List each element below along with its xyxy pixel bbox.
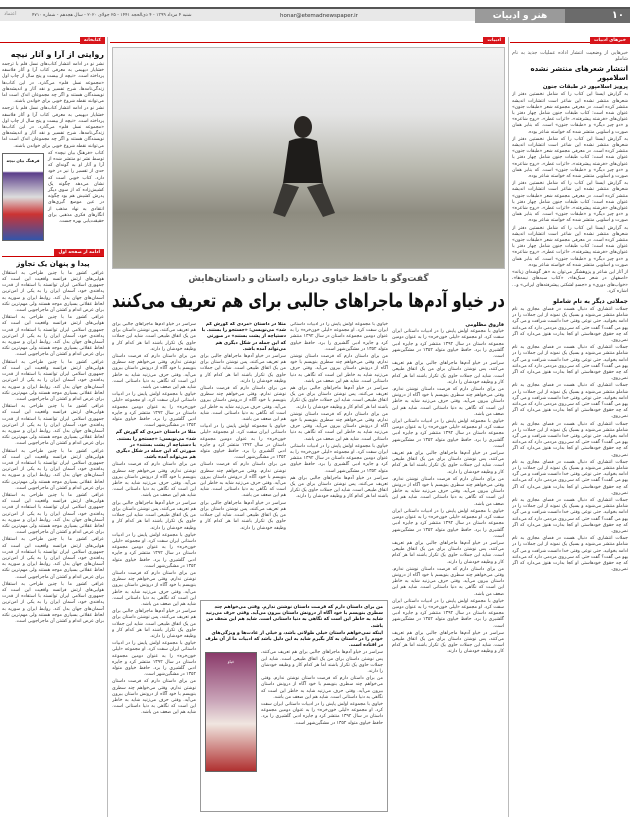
- newspaper-logo: اعتماد: [4, 11, 17, 17]
- article-subtitle: گفت‌وگو با حافظ خیاوی درباره داستان و داستان‌هایش: [188, 274, 429, 284]
- article-body: سراسر در خیاو آدم‌ها ماجراهای جالبی برای هم تعریف می‌کنند، پس نوشتن داستان برای من یک اتفاق طبیعی است. شاید این جملات حاوی یک تکرار باشند اما هر کدام کار و وظیفه خودشان را دارند.: [392, 630, 504, 655]
- news-headline: انتشار شعرهای منتشر نشده اسلامپور: [530, 65, 628, 83]
- article-body: من برای داستان دارم که فرصت داستان نوشتن ندارم. وقتی می‌خواهم چند سطری بنویسم با خود آگاه از درونش داستان بیرون می‌آید. وقتی حرف می‌زنید شاید به خاطر این است که نگاهی به دنیا داستانی است. شاید هم این ضعف من باشد.: [200, 386, 286, 423]
- article-body: من برای داستان دارم که فرصت داستان نوشتن ندارم. وقتی می‌خواهم چند سطری بنویسم با خود آگاه از درونش داستان بیرون می‌آید. وقتی حرف می‌زنید شاید به خاطر این است که نگاهی به دنیا داستانی است. شاید هم این ضعف من باشد.: [200, 462, 286, 499]
- article-body: سراسر در خیاو آدم‌ها ماجراهای جالبی برای هم تعریف می‌کنند، پس نوشتن داستان برای من یک اتفاق طبیعی است. شاید این جملات حاوی یک تکرار باشند اما هر کدام کار و وظیفه خودشان را دارند.: [112, 609, 196, 639]
- byline: فاروق مظلومی: [465, 322, 504, 328]
- article-column-4: [112, 322, 196, 812]
- article-body: من برای داستان دارم که فرصت داستان نوشتن ندارم. وقتی می‌خواهم چند سطری بنویسم با خود آگاه از درونش داستان بیرون می‌آید. وقتی حرف می‌زنید شاید به خاطر این است که نگاهی به دنیا داستانی است. شاید هم این ضعف من باشد.: [261, 676, 383, 700]
- news-column: [512, 50, 628, 815]
- article-body: سراسر در خیاو آدم‌ها ماجراهای جالبی برای هم تعریف می‌کنند، پس نوشتن داستان برای من یک اتفاق طبیعی است. شاید این جملات حاوی یک تکرار باشند اما هر کدام کار و وظیفه خودشان را دارند.: [392, 451, 504, 475]
- library-body: نشر نو در ادامه انتشار کتاب‌های نسل قلم با ترجمه خشایار دیهیمی به معرفی کتاب آرا و آثار فلاسفه پرداخته است. «نیچه از بیست و پنج سال از چاپ اول «مجموعه نسل قلم» می‌گذرد. در این کتاب‌ها زندگی‌نامه‌ها، شرح تفسیر و نقد آثار و اندیشه‌های نویسندگان هستند و اگر چه مجموعان اندک است اما می‌توانند نقطه شروع خوبی برای خواندن باشند.: [2, 106, 104, 149]
- book-title: خیاو: [227, 659, 235, 665]
- interview-question: مثلا در داستان «مردی که گورش گم شد» می‌نویسی: «جستجو را بستند. با دستپاچه از پشت بستند» در صورتی که این جمله در شکل دیگری هم می‌تواند آمده باشد.: [201, 322, 286, 352]
- continued-headline: پیدا و پنهان یک تجاوز: [16, 259, 90, 268]
- continued-body: عراقی کشور ما با چنین طراحی به استقلال هوایی‌های ارتش فرانسه واقعیت این است که جمهوری اسلامی ایران توانسته با استفاده از قدرت پدافندی خود، آسمان ایران را به یکی از امن‌ترین آسمان‌های جهان بدل کند. روابط ایران و سوریه به لحاظ عقلانی بسیاری موجه هستند ولی مهم‌ترین نکته برای عرض اندام و کشتن آن ماجراجویی است.: [2, 404, 104, 447]
- article-body: خیاوی با مجموعه اولش پایش را در ادبیات داستانی ایران سفت کرد. او مجموعه «لیلی خون‌خره» را به عنوان دومین مجموعه داستان در سال ۱۳۹۲ منتشر کرد و جایزه ادبی گلشیری را برد. حافظ خیاوی متولد ۱۳۵۲ در مشگین‌شهر است.: [392, 329, 504, 360]
- article-body: خیاوی با مجموعه اولش پایش را در ادبیات داستانی ایران سفت کرد. او مجموعه «لیلی خون‌خره» را به عنوان دومین مجموعه داستان در سال ۱۳۹۲ منتشر کرد و جایزه ادبی گلشیری را برد. حافظ خیاوی متولد ۱۳۵۲ در مشگین‌شهر است.: [392, 508, 504, 539]
- continued-body: عراقی کشور ما با چنین طراحی به استقلال هوایی‌های ارتش فرانسه واقعیت این است که جمهوری اسلامی ایران توانسته با استفاده از قدرت پدافندی خود، آسمان ایران را به یکی از امن‌ترین آسمان‌های جهان بدل کند. روابط ایران و سوریه به لحاظ عقلانی بسیاری موجه هستند ولی مهم‌ترین نکته برای عرض اندام و کشتن آن ماجراجویی است.: [2, 315, 104, 358]
- continued-body: عراقی کشور ما با چنین طراحی به استقلال هوایی‌های ارتش فرانسه واقعیت این است که جمهوری اسلامی ایران توانسته با استفاده از قدرت پدافندی خود، آسمان ایران را به یکی از امن‌ترین آسمان‌های جهان بدل کند. روابط ایران و سوریه به لحاظ عقلانی بسیاری موجه هستند ولی مهم‌ترین نکته برای عرض اندام و کشتن آن ماجراجویی است.: [2, 492, 104, 536]
- seated-man-figure: [263, 113, 343, 223]
- book-title: فرهنگ بیان نیچه: [6, 157, 40, 163]
- book-cover-nietzsche: [2, 153, 44, 241]
- article-body: من برای داستان دارم که فرصت داستان نوشتن ندارم. وقتی می‌خواهم چند سطری بنویسم با خود آگاه از درونش داستان بیرون می‌آید. وقتی حرف می‌زنید شاید به خاطر این است که نگاهی به دنیا داستانی است. شاید هم این ضعف من باشد.: [290, 354, 388, 384]
- article-body: خیاوی با مجموعه اولش پایش را در ادبیات داستانی ایران سفت کرد. او مجموعه «لیلی خون‌خره» را به عنوان دومین مجموعه داستان در سال ۱۳۹۲ منتشر کرد و جایزه ادبی گلشیری را برد. حافظ خیاوی متولد ۱۳۵۲ در مشگین‌شهر است.: [200, 424, 286, 461]
- article-body: من برای داستان دارم که فرصت داستان نوشتن ندارم. وقتی می‌خواهم چند سطری بنویسم با خود آگاه از درونش داستان بیرون می‌آید. وقتی حرف می‌زنید شاید به خاطر این است که نگاهی به دنیا داستانی است. شاید هم این ضعف من باشد.: [112, 570, 196, 607]
- article-column-2: [290, 322, 388, 594]
- article-body: من برای داستان دارم که فرصت داستان نوشتن ندارم. وقتی می‌خواهم چند سطری بنویسم با خود آگاه از درونش داستان بیرون می‌آید. وقتی حرف می‌زنید شاید به خاطر این است که نگاهی به دنیا داستانی است. شاید هم این ضعف من باشد.: [392, 476, 504, 507]
- article-headline: در خیاو آدم‌ها ماجراهای جالبی برای هم تعریف می‌کنند: [112, 290, 505, 312]
- article-body: من برای داستان دارم که فرصت داستان نوشتن ندارم. وقتی می‌خواهم چند سطری بنویسم با خود آگاه از درونش داستان بیرون می‌آید. وقتی حرف می‌زنید شاید به خاطر این است که نگاهی به دنیا داستانی است. شاید هم این ضعف من باشد.: [112, 462, 196, 499]
- issue-date: شنبه ۴ مرداد ۱۳۹۹ - ۴ ذی‌الحجه ۱۴۴۱ - ۲۵ جولای ۲۰۲۰ - سال هجدهم - شماره ۴۷۱۰: [32, 13, 192, 18]
- article-body: سراسر در خیاو آدم‌ها ماجراهای جالبی برای هم تعریف می‌کنند، پس نوشتن داستان برای من یک اتفاق طبیعی است. شاید این جملات حاوی یک تکرار باشند اما هر کدام کار و وظیفه خودشان را دارند.: [200, 500, 286, 531]
- news-body: جملات انتشاری که دنبال هست در فضای مجازی به نام شاملو منتشر می‌شوند و بسیک یک نمونه از این جملات را در ادامه بخوانید. حتی نوعی وقتی خدا دانست شرافت و می گرد یهو می گفت؟ گفت حتی که سی‌روی مردمی دارد که می‌دانند که چه حقوق خودهاستی او کجا بدارت هنوز می‌دارد که اگر نمی‌روی.: [512, 459, 628, 496]
- article-body: سراسر در خیاو آدم‌ها ماجراهای جالبی برای هم تعریف می‌کنند، پس نوشتن داستان برای من یک اتفاق طبیعی است. شاید این جملات حاوی یک تکرار باشند اما هر کدام کار و وظیفه خودشان را دارند.: [200, 354, 286, 384]
- article-body: من برای داستان دارم که فرصت داستان نوشتن ندارم. وقتی می‌خواهم چند سطری بنویسم با خود آگاه از درونش داستان بیرون می‌آید. وقتی حرف می‌زنید شاید به خاطر این است که نگاهی به دنیا داستانی است. شاید هم این ضعف من باشد.: [392, 387, 504, 417]
- article-body: خیاوی با مجموعه اولش پایش را در ادبیات داستانی ایران سفت کرد. او مجموعه «لیلی خون‌خره» را به عنوان دومین مجموعه داستان در سال ۱۳۹۲ منتشر کرد و جایزه ادبی گلشیری را برد. حافظ خیاوی متولد ۱۳۵۲ در مشگین‌شهر است.: [392, 419, 504, 449]
- library-headline: روایتی از آرا و آثار نیچه: [10, 50, 104, 59]
- continued-body: عراقی کشور ما با چنین طراحی به استقلال هوایی‌های ارتش فرانسه واقعیت این است که جمهوری اسلامی ایران توانسته با استفاده از قدرت پدافندی خود، آسمان ایران را به یکی از امن‌ترین آسمان‌های جهان بدل کند. روابط ایران و سوریه به لحاظ عقلانی بسیاری موجه هستند ولی مهم‌ترین نکته برای عرض اندام و کشتن آن ماجراجویی است.: [2, 581, 104, 625]
- news-body: به گزارش ایسنا این کتاب را که شامل نخستین دفتر از شعرهای منتشر نشده این شاعر است انتشارات اندیشه منتشر کرده است. در معرفی مجموعه شعر «طبقات جنون» عنوان شده است: کتاب طبقات جنون شامل چهار دفتر با عنوان‌های «فرشته پیشرفته»، «اثرات عطر»، «روح شاعره» و «دو چیز دیگر» و «طبقات جنون» است. که بنابر همان صورت و اسلوبی منتشر شده که خواسته شاعر بوده.: [512, 92, 628, 135]
- quote-text: اینکه نمی‌خواهم داستان خیلی طولانی باشد، و خیلی از عادت‌ها و ویژگی‌های خودم را در داستان به کار بگیرم شاید به این دلیل باشد که ادبیات ما از آن طرف در افتاده است.: [205, 630, 383, 649]
- article-body: خیاوی با مجموعه اولش پایش را در ادبیات داستانی ایران سفت کرد. او مجموعه «لیلی خون‌خره» را به عنوان دومین مجموعه داستان در سال ۱۳۹۲ منتشر کرد و جایزه ادبی گلشیری را برد. حافظ خیاوی متولد ۱۳۵۲ در مشگین‌شهر است.: [290, 443, 388, 474]
- news-body: جملات انتشاری که دنبال هست در فضای مجازی به نام شاملو منتشر می‌شوند و بسیک یک نمونه از این جملات را در ادامه بخوانید. حتی نوعی وقتی خدا دانست شرافت و می گرد یهو می گفت؟ گفت حتی که سی‌روی مردمی دارد که می‌دانند که چه حقوق خودهاستی او کجا بدارت هنوز می‌دارد که اگر نمی‌روی.: [512, 421, 628, 458]
- news-body: به گزارش ایسنا این کتاب را که شامل نخستین دفتر از شعرهای منتشر نشده این شاعر است انتشارات اندیشه منتشر کرده است. در معرفی مجموعه شعر «طبقات جنون» عنوان شده است: کتاب طبقات جنون شامل چهار دفتر با عنوان‌های «فرشته پیشرفته»، «اثرات عطر»، «روح شاعره» و «دو چیز دیگر» و «طبقات جنون» است. که بنابر همان صورت و اسلوبی منتشر شده که خواسته شاعر بوده.: [512, 225, 628, 268]
- continued-body: عراقی کشور ما با چنین طراحی به استقلال هوایی‌های ارتش فرانسه واقعیت این است که جمهوری اسلامی ایران توانسته با استفاده از قدرت پدافندی خود، آسمان ایران را به یکی از امن‌ترین آسمان‌های جهان بدل کند. روابط ایران و سوریه به لحاظ عقلانی بسیاری موجه هستند ولی مهم‌ترین نکته برای عرض اندام و کشتن آن ماجراجویی است.: [2, 359, 104, 402]
- news-headline-2: جملاتی دیگر به نام شاملو: [552, 297, 628, 305]
- article-body: سراسر در خیاو آدم‌ها ماجراهای جالبی برای هم تعریف می‌کنند، پس نوشتن داستان برای من یک اتفاق طبیعی است. شاید این جملات حاوی یک تکرار باشند اما هر کدام کار و وظیفه خودشان را دارند.: [290, 475, 388, 500]
- divider: [107, 37, 108, 817]
- article-body: سراسر در خیاو آدم‌ها ماجراهای جالبی برای هم تعریف می‌کنند، پس نوشتن داستان برای من یک اتفاق طبیعی است. شاید این جملات حاوی یک تکرار باشند اما هر کدام کار و وظیفه خودشان را دارند.: [112, 500, 196, 531]
- divider: [508, 37, 509, 817]
- article-body: من برای داستان دارم که فرصت داستان نوشتن ندارم. وقتی می‌خواهم چند سطری بنویسم با خود آگاه از درونش داستان بیرون می‌آید. وقتی حرف می‌زنید شاید به خاطر این است که نگاهی به دنیا داستانی است. شاید هم این ضعف من باشد.: [112, 354, 196, 391]
- article-body: خیاوی با مجموعه اولش پایش را در ادبیات داستانی ایران سفت کرد. او مجموعه «لیلی خون‌خره» را به عنوان دومین مجموعه داستان در سال ۱۳۹۲ منتشر کرد و جایزه ادبی گلشیری را برد. حافظ خیاوی متولد ۱۳۵۲ در مشگین‌شهر است.: [261, 702, 383, 726]
- label-middle: ادبیات: [483, 37, 505, 44]
- news-subhead: پرویز اسلامپور در طبقات جنون: [542, 84, 628, 91]
- label-left: کتابخانه: [80, 37, 105, 44]
- article-body: من برای داستان دارم که فرصت داستان نوشتن ندارم. وقتی می‌خواهم چند سطری بنویسم با خود آگاه از درونش داستان بیرون می‌آید. وقتی حرف می‌زنید شاید به خاطر این است که نگاهی به دنیا داستانی است. شاید هم این ضعف من باشد.: [290, 411, 388, 442]
- article-body: سراسر در خیاو آدم‌ها ماجراهای جالبی برای هم تعریف می‌کنند، پس نوشتن داستان برای من یک اتفاق طبیعی است. شاید این جملات حاوی یک تکرار باشند اما هر کدام کار و وظیفه خودشان را دارند.: [290, 386, 388, 410]
- article-column-1: [392, 322, 504, 812]
- article-body: سراسر در خیاو آدم‌ها ماجراهای جالبی برای هم تعریف می‌کنند، پس نوشتن داستان برای من یک اتفاق طبیعی است. شاید این جملات حاوی یک تکرار باشند اما هر کدام کار و وظیفه خودشان را دارند.: [112, 322, 196, 352]
- author-photo: [112, 47, 505, 269]
- book-cover-khiav: [205, 652, 257, 772]
- article-body: سراسر در خیاو آدم‌ها ماجراهای جالبی برای هم تعریف می‌کنند، پس نوشتن داستان برای من یک اتفاق طبیعی است. شاید این جملات حاوی یک تکرار باشند اما هر کدام کار و وظیفه خودشان را دارند.: [392, 361, 504, 385]
- news-body: جملات انتشاری که دنبال هست در فضای مجازی به نام شاملو منتشر می‌شوند و بسیک یک نمونه از این جملات را در ادامه بخوانید. حتی نوعی وقتی خدا دانست شرافت و می گرد یهو می گفت؟ گفت حتی که سی‌روی مردمی دارد که می‌دانند که چه حقوق خودهاستی او کجا بدارت هنوز می‌دارد که اگر نمی‌روی.: [512, 536, 628, 573]
- article-body: خیاوی با مجموعه اولش پایش را در ادبیات داستانی ایران سفت کرد. او مجموعه «لیلی خون‌خره» را به عنوان دومین مجموعه داستان در سال ۱۳۹۲ منتشر کرد و جایزه ادبی گلشیری را برد. حافظ خیاوی متولد ۱۳۵۲ در مشگین‌شهر است.: [112, 392, 196, 429]
- section-title: هنر و ادبیات: [475, 9, 565, 23]
- library-body: نشر نو در ادامه انتشار کتاب‌های نسل قلم با ترجمه خشایار دیهیمی به معرفی کتاب آرا و آثار فلاسفه پرداخته است. «نیچه از بیست و پنج سال از چاپ اول «مجموعه نسل قلم» می‌گذرد. در این کتاب‌ها زندگی‌نامه‌ها، شرح تفسیر و نقد آثار و اندیشه‌های نویسندگان هستند و اگر چه مجموعان اندک است اما می‌توانند نقطه شروع خوبی برای خواندن باشند.: [2, 62, 104, 105]
- article-column-3: [200, 322, 286, 594]
- news-body: از آثار این شاعر و پژوهشگر می‌توان به «هر گوشه‌ای زبانه» «اصفهان در شعر سبک‌ها»، «کتاب سبدهای نیمه‌ها»، «خواب‌های دوری» و «جسدِ لشکنی پیشرفته‌های ایرانی» و... اشاره کرد.: [512, 270, 628, 294]
- continued-body: عراقی کشور ما با چنین طراحی به استقلال هوایی‌های ارتش فرانسه واقعیت این است که جمهوری اسلامی ایران توانسته با استفاده از قدرت پدافندی خود، آسمان ایران را به یکی از امن‌ترین آسمان‌های جهان بدل کند. روابط ایران و سوریه به لحاظ عقلانی بسیاری موجه هستند ولی مهم‌ترین نکته برای عرض اندام و کشتن آن ماجراجویی است.: [2, 448, 104, 491]
- page-number: ۱۰: [565, 9, 630, 23]
- news-body: به گزارش ایسنا این کتاب را که شامل نخستین دفتر از شعرهای منتشر نشده این شاعر است انتشارات اندیشه منتشر کرده است. در معرفی مجموعه شعر «طبقات جنون» عنوان شده است: کتاب طبقات جنون شامل چهار دفتر با عنوان‌های «فرشته پیشرفته»، «اثرات عطر»، «روح شاعره» و «دو چیز دیگر» و «طبقات جنون» است. که بنابر همان صورت و اسلوبی منتشر شده که خواسته شاعر بوده.: [512, 136, 628, 180]
- interview-question: مثلا در داستان «مردی که گورش گم شد» می‌نویسی: «جستجو را بستند. با دستپاچه از پشت بستند» در صورتی که این جمله در شکل دیگری هم می‌تواند آمده باشد.: [115, 430, 196, 461]
- quote-text: من برای داستان دارم که فرصت داستان نوشتن ندارم. وقتی می‌خواهم چند سطری بنویسم با خود آگاه از درونش داستان بیرون می‌آید. وقتی حرف می‌زنید شاید به خاطر این است که نگاهی به دنیا داستانی است. شاید هم این ضعف من باشد.: [205, 605, 383, 629]
- news-body: جملات انتشاری که دنبال هست در فضای مجازی به نام شاملو منتشر می‌شوند و بسیک یک نمونه از این جملات را در ادامه بخوانید. حتی نوعی وقتی خدا دانست شرافت و می گرد یهو می گفت؟ گفت حتی که سی‌روی مردمی دارد که می‌دانند که چه حقوق خودهاستی او کجا بدارت هنوز می‌دارد که اگر نمی‌روی.: [512, 306, 628, 343]
- library-body: کتاب «فرهنگ بیان نیچه» که توسط نشر نو منتشر شده از آرا و آثار او به گونه‌ای که حدی از تفسیر را نیز در خود دارد. کتاب خوبی است که نشان می‌دهد چگونه یک کشیش‌زاده که از سوی دیگر پدرش کشیش هم بود چگونه در عین موضع گیری‌های انتقادی به نهاد مذهب از انگارهای فکری مذهبی برای حقیقت‌یابی بهره جست.: [48, 150, 104, 225]
- article-body: سراسر در خیاو آدم‌ها ماجراهای جالبی برای هم تعریف می‌کنند، پس نوشتن داستان برای من یک اتفاق طبیعی است. شاید این جملات حاوی یک تکرار باشند اما هر کدام کار و وظیفه خودشان را دارند.: [392, 540, 504, 565]
- continued-body: عراقی کشور ما با چنین طراحی به استقلال هوایی‌های ارتش فرانسه واقعیت این است که جمهوری اسلامی ایران توانسته با استفاده از قدرت پدافندی خود، آسمان ایران را به یکی از امن‌ترین آسمان‌های جهان بدل کند. روابط ایران و سوریه به لحاظ عقلانی بسیاری موجه هستند ولی مهم‌ترین نکته برای عرض اندام و کشتن آن ماجراجویی است.: [2, 537, 104, 580]
- article-body: سراسر در خیاو آدم‌ها ماجراهای جالبی برای هم تعریف می‌کنند، پس نوشتن داستان برای من یک اتفاق طبیعی است. شاید این جملات حاوی یک تکرار باشند اما هر کدام کار و وظیفه خودشان را دارند.: [261, 650, 383, 675]
- news-body: جملات انتشاری که دنبال هست در فضای مجازی به نام شاملو منتشر می‌شوند و بسیک یک نمونه از این جملات را در ادامه بخوانید. حتی نوعی وقتی خدا دانست شرافت و می گرد یهو می گفت؟ گفت حتی که سی‌روی مردمی دارد که می‌دانند که چه حقوق خودهاستی او کجا بدارت هنوز می‌دارد که اگر نمی‌روی.: [512, 345, 628, 382]
- page-header: [0, 7, 630, 21]
- section-email[interactable]: honar@etemadnewspaper.ir: [280, 13, 358, 19]
- continued-body: عراقی کشور ما با چنین طراحی به استقلال هوایی‌های ارتش فرانسه واقعیت این است که جمهوری اسلامی ایران توانسته با استفاده از قدرت پدافندی خود، آسمان ایران را به یکی از امن‌ترین آسمان‌های جهان بدل کند. روابط ایران و سوریه به لحاظ عقلانی بسیاری موجه هستند ولی مهم‌ترین نکته برای عرض اندام و کشتن آن ماجراجویی است.: [2, 270, 104, 314]
- article-body: خیاوی با مجموعه اولش پایش را در ادبیات داستانی ایران سفت کرد. او مجموعه «لیلی خون‌خره» را به عنوان دومین مجموعه داستان در سال ۱۳۹۲ منتشر کرد و جایزه ادبی گلشیری را برد. حافظ خیاوی متولد ۱۳۵۲ در مشگین‌شهر است.: [392, 598, 504, 629]
- news-intro: خبرهایی از وضعیت انتشار اداده عملیات جدید به نام شاملو: [512, 50, 628, 63]
- quote-box: [200, 600, 388, 812]
- label-continued: ادامه از صفحه اول: [54, 249, 104, 256]
- library-column: [2, 50, 104, 815]
- article-body: من برای داستان دارم که فرصت داستان نوشتن ندارم. وقتی می‌خواهم چند سطری بنویسم با خود آگاه از درونش داستان بیرون می‌آید. وقتی حرف می‌زنید شاید به خاطر این است که نگاهی به دنیا داستانی است. شاید هم این ضعف من باشد.: [112, 679, 196, 716]
- article-body: خیاوی با مجموعه اولش پایش را در ادبیات داستانی ایران سفت کرد. او مجموعه «لیلی خون‌خره» را به عنوان دومین مجموعه داستان در سال ۱۳۹۲ منتشر کرد و جایزه ادبی گلشیری را برد. حافظ خیاوی متولد ۱۳۵۲ در مشگین‌شهر است.: [112, 532, 196, 569]
- article-body: خیاوی با مجموعه اولش پایش را در ادبیات داستانی ایران سفت کرد. او مجموعه «لیلی خون‌خره» را به عنوان دومین مجموعه داستان در سال ۱۳۹۲ منتشر کرد و جایزه ادبی گلشیری را برد. حافظ خیاوی متولد ۱۳۵۲ در مشگین‌شهر است.: [290, 322, 388, 352]
- news-body: جملات انتشاری که دنبال هست در فضای مجازی به نام شاملو منتشر می‌شوند و بسیک یک نمونه از این جملات را در ادامه بخوانید. حتی نوعی وقتی خدا دانست شرافت و می گرد یهو می گفت؟ گفت حتی که سی‌روی مردمی دارد که می‌دانند که چه حقوق خودهاستی او کجا بدارت هنوز می‌دارد که اگر نمی‌روی.: [512, 498, 628, 535]
- news-body: جملات انتشاری که دنبال هست در فضای مجازی به نام شاملو منتشر می‌شوند و بسیک یک نمونه از این جملات را در ادامه بخوانید. حتی نوعی وقتی خدا دانست شرافت و می گرد یهو می گفت؟ گفت حتی که سی‌روی مردمی دارد که می‌دانند که چه حقوق خودهاستی او کجا بدارت هنوز می‌دارد که اگر نمی‌روی.: [512, 383, 628, 420]
- divider: [110, 37, 505, 43]
- label-right: خبرهای ادبیات: [590, 37, 630, 44]
- news-body: به گزارش ایسنا این کتاب را که شامل نخستین دفتر از شعرهای منتشر نشده این شاعر است انتشارات اندیشه منتشر کرده است. در معرفی مجموعه شعر «طبقات جنون» عنوان شده است: کتاب طبقات جنون شامل چهار دفتر با عنوان‌های «فرشته پیشرفته»، «اثرات عطر»، «روح شاعره» و «دو چیز دیگر» و «طبقات جنون» است. که بنابر همان صورت و اسلوبی منتشر شده که خواسته شاعر بوده.: [512, 181, 628, 224]
- article-body: من برای داستان دارم که فرصت داستان نوشتن ندارم. وقتی می‌خواهم چند سطری بنویسم با خود آگاه از درونش داستان بیرون می‌آید. وقتی حرف می‌زنید شاید به خاطر این است که نگاهی به دنیا داستانی است. شاید هم این ضعف من باشد.: [392, 566, 504, 597]
- article-body: خیاوی با مجموعه اولش پایش را در ادبیات داستانی ایران سفت کرد. او مجموعه «لیلی خون‌خره» را به عنوان دومین مجموعه داستان در سال ۱۳۹۲ منتشر کرد و جایزه ادبی گلشیری را برد. حافظ خیاوی متولد ۱۳۵۲ در مشگین‌شهر است.: [112, 641, 196, 678]
